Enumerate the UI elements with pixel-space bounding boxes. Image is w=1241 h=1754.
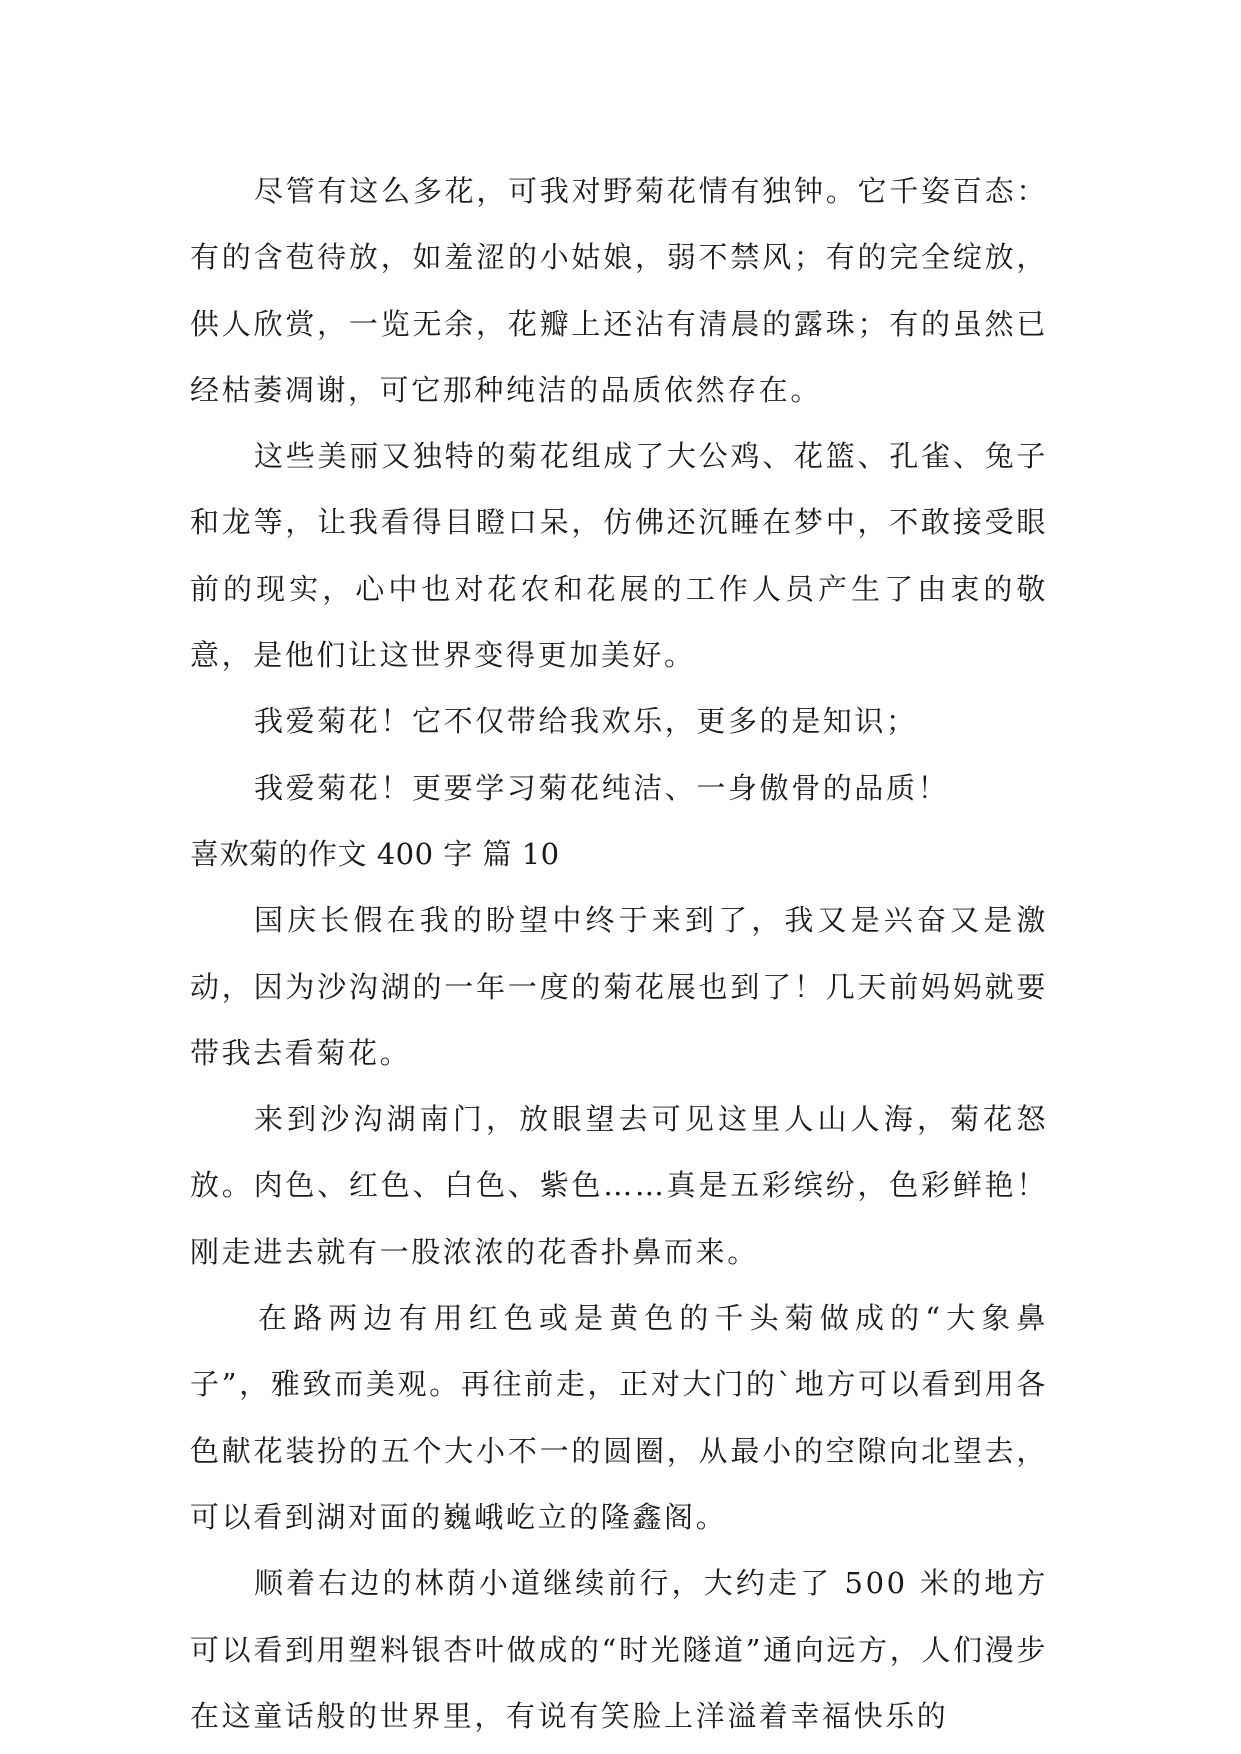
paragraph: 顺着右边的林荫小道继续前行，大约走了 500 米的地方可以看到用塑料银杏叶做成的“时光隧道”通向远方，人们漫步在这童话般的世界里，有说有笑脸上洋溢着幸福快乐的 (190, 1566, 1048, 1733)
paragraph: 来到沙沟湖南门，放眼望去可见这里人山人海，菊花怒放。肉色、红色、白色、紫色……真是五彩缤纷，色彩鲜艳！刚走进去就有一股浓浓的花香扑鼻而来。 (190, 1102, 1048, 1269)
section-heading: 喜欢菊的作文 400 字 篇 10 (190, 836, 560, 871)
document-body (190, 158, 1048, 1749)
paragraph: 尽管有这么多花，可我对野菊花情有独钟。它千姿百态：有的含苞待放，如羞涩的小姑娘，弱不禁风；有的完全绽放，供人欣赏，一览无余，花瓣上还沾有清晨的露珠；有的虽然已经枯萎凋谢，可它那种纯洁的品质依然存在。 (190, 174, 1048, 407)
paragraph: 我爱菊花！更要学习菊花纯洁、一身傲骨的品质！ (254, 770, 950, 805)
paragraph: 在路两边有用红色或是黄色的千头菊做成的“大象鼻子”，雅致而美观。再往前走，正对大门的`地方可以看到用各色献花装扮的五个大小不一的圆圈，从最小的空隙向北望去，可以看到湖对面的巍峨屹立的隆鑫阁。 (190, 1301, 1048, 1534)
paragraph: 国庆长假在我的盼望中终于来到了，我又是兴奋又是激动，因为沙沟湖的一年一度的菊花展也到了！几天前妈妈就要带我去看菊花。 (190, 903, 1048, 1070)
paragraph: 我爱菊花！它不仅带给我欢乐，更多的是知识； (254, 704, 918, 739)
paragraph: 这些美丽又独特的菊花组成了大公鸡、花篮、孔雀、兔子和龙等，让我看得目瞪口呆，仿佛还沉睡在梦中，不敢接受眼前的现实，心中也对花农和花展的工作人员产生了由衷的敬意，是他们让这世界变得更加美好。 (190, 439, 1048, 673)
